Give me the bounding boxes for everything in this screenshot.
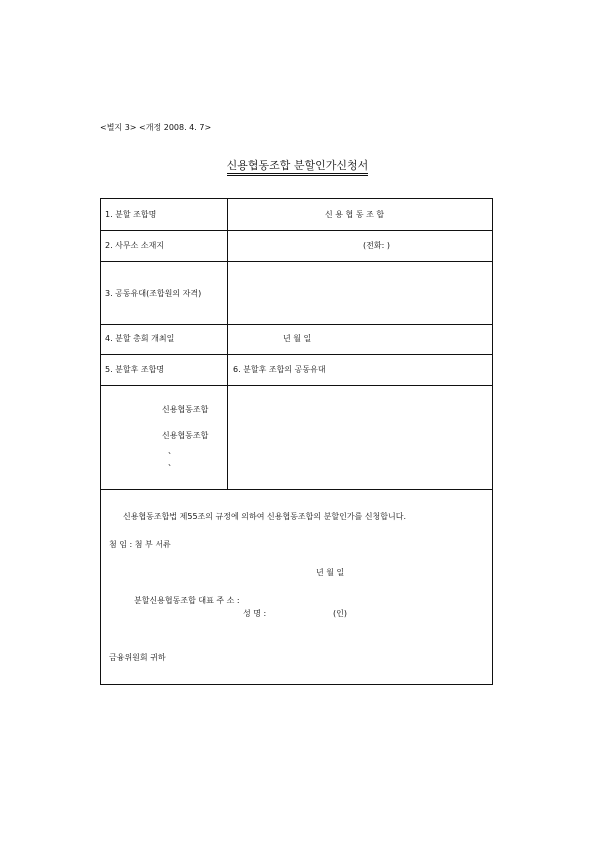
applicant-address-label: 분할신용협동조합 대표 주 소 :: [134, 596, 240, 605]
row-4-label: 4. 분할 총회 개최일: [105, 334, 175, 343]
row-6-label: 6. 분할후 조합의 공동유대: [233, 365, 326, 374]
row-3-label: 3. 공동유대(조합원의 자격): [105, 289, 202, 298]
row-divider-3: [101, 324, 492, 325]
document-title: 신용협동조합 분할인가신청서: [227, 160, 369, 176]
row-2-label: 2. 사무소 소재지: [105, 241, 165, 250]
row-1-label: 1. 분할 조합명: [105, 210, 157, 219]
seal-mark: (인): [333, 609, 347, 618]
column-divider: [227, 199, 228, 489]
sub-entry-2: 신용협동조합: [162, 431, 209, 440]
row-4-value: 년 월 일: [283, 334, 312, 343]
row-divider-6: [101, 489, 492, 490]
row-2-value: (전화: ): [363, 241, 390, 250]
form-number-note: <별지 3> <개정 2008. 4. 7>: [100, 123, 212, 132]
sub-entry-mark-1: 、: [168, 446, 176, 455]
application-date: 년 월 일: [316, 568, 345, 577]
recipient-line: 금융위원회 귀하: [109, 653, 166, 662]
row-divider-4: [101, 354, 492, 355]
application-form-table: [100, 198, 493, 685]
document-title-container: [0, 160, 595, 176]
sub-entry-1: 신용협동조합: [162, 405, 209, 414]
applicant-name-label: 성 명 :: [243, 609, 267, 618]
row-5-label: 5. 분할후 조합명: [105, 365, 165, 374]
row-1-value: 신 용 협 동 조 합: [325, 210, 385, 219]
row-divider-1: [101, 230, 492, 231]
sub-entry-mark-2: 、: [168, 458, 176, 467]
row-divider-2: [101, 261, 492, 262]
attachment-line: 첨 임 : 첨 부 서류: [109, 540, 171, 549]
application-statement: 신용협동조합법 제55조의 규정에 의하여 신용협동조합의 분할인가를 신청합니다.: [123, 512, 407, 521]
row-divider-5: [101, 385, 492, 386]
